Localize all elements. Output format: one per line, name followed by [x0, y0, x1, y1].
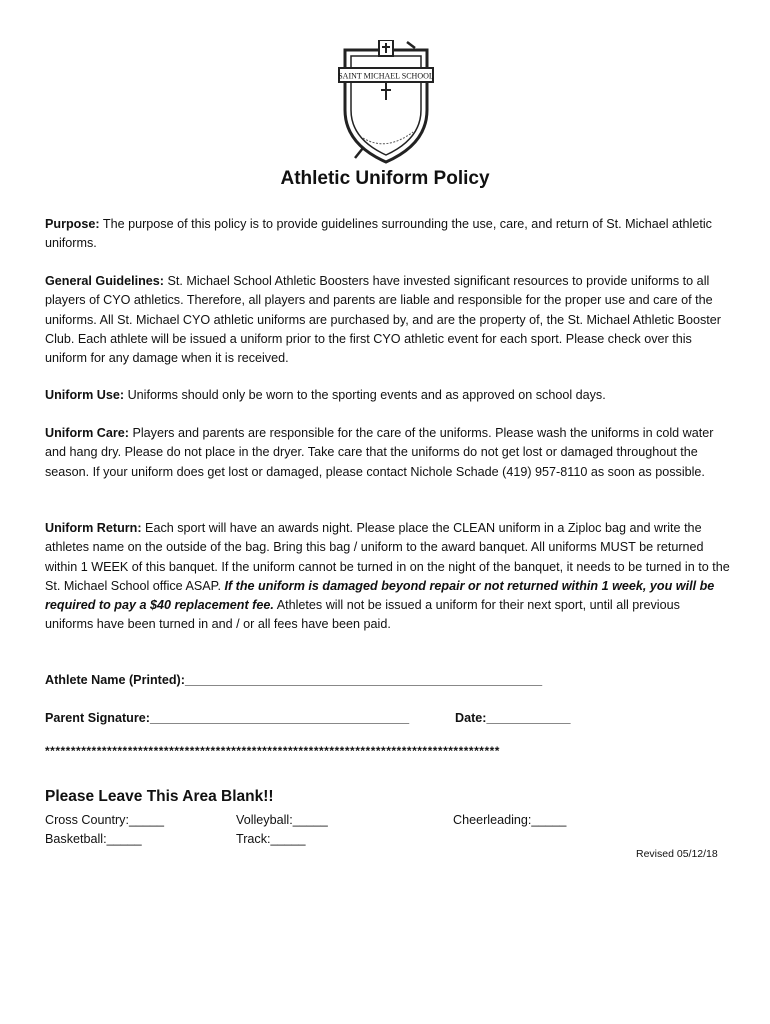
cheerleading-field: Cheerleading:_____	[453, 813, 567, 827]
uniform-care-section	[45, 424, 730, 482]
uniform-use-text: Uniforms should only be worn to the sporting events and as approved on school days.	[127, 388, 606, 402]
page-title: Athletic Uniform Policy	[280, 168, 490, 189]
crest-school-name: SAINT MICHAEL SCHOOL	[338, 71, 434, 81]
revised-date: Revised 05/12/18	[636, 848, 718, 860]
parent-signature-field[interactable]: Parent Signature:_____________________________________	[45, 711, 410, 725]
uniform-use-section	[45, 386, 730, 405]
general-guidelines-section	[45, 272, 730, 368]
general-guidelines-label: General Guidelines:	[45, 274, 164, 288]
uniform-use-label: Uniform Use:	[45, 388, 125, 402]
uniform-care-text: Players and parents are responsible for the care of the uniforms. Please wash the uniforms in cold water and hang dry. Please do not place in the dryer. Take care that the uniforms do not get lost or damaged throughout the season. If your uniform does get lost or damaged, please contact Nichole Schade (419) 957-8110 as soon as possible.	[45, 426, 714, 479]
general-guidelines-text: St. Michael School Athletic Boosters have invested significant resources to provide uniforms to all players of CYO athletics. Therefore, all players and parents are liable and responsible for the proper use and care of the uniforms. All St. Michael CYO athletic uniforms are purchased by, and are the property of, the St. Michael Athletic Booster Club. Each athlete will be issued a uniform prior to the first CYO athletic event for each sport. Please check over this uniform for any damage when it is received.	[45, 274, 721, 366]
blank-area-heading: Please Leave This Area Blank!!	[45, 788, 274, 805]
uniform-return-label: Uniform Return:	[45, 521, 142, 535]
school-crest-logo	[333, 40, 439, 164]
athlete-name-field[interactable]: Athlete Name (Printed):___________________________________________________	[45, 673, 543, 687]
purpose-section	[45, 215, 730, 254]
uniform-return-section	[45, 519, 730, 635]
purpose-text: The purpose of this policy is to provide guidelines surrounding the use, care, and return of St. Michael athletic uniforms.	[45, 217, 712, 251]
separator-line: ****************************************************************************************	[45, 744, 500, 758]
uniform-care-label: Uniform Care:	[45, 426, 129, 440]
uniform-return-emphasis: If the uniform is damaged beyond repair or not returned within 1 week, you will be required to pay a $40 replacement fee.	[45, 578, 715, 613]
track-field: Track:_____	[236, 832, 306, 846]
date-field[interactable]: Date:____________	[455, 711, 571, 725]
cross-country-field: Cross Country:_____	[45, 813, 165, 827]
uniform-return-text-2: Athletes will not be issued a uniform for their next sport, until all previous uniforms have been turned in and / or all fees have been paid.	[45, 598, 680, 632]
volleyball-field: Volleyball:_____	[236, 813, 328, 827]
purpose-label: Purpose:	[45, 217, 100, 231]
basketball-field: Basketball:_____	[45, 832, 142, 846]
uniform-return-text: Each sport will have an awards night. Please place the CLEAN uniform in a Ziploc bag and write the athletes name on the outside of the bag. Bring this bag / uniform to the award banquet. All uniforms MUST be returned within 1 WEEK of this banquet. If the uniform cannot be turned in on the night of the banquet, it needs to be turned in to the St. Michael School office ASAP.	[45, 521, 730, 593]
